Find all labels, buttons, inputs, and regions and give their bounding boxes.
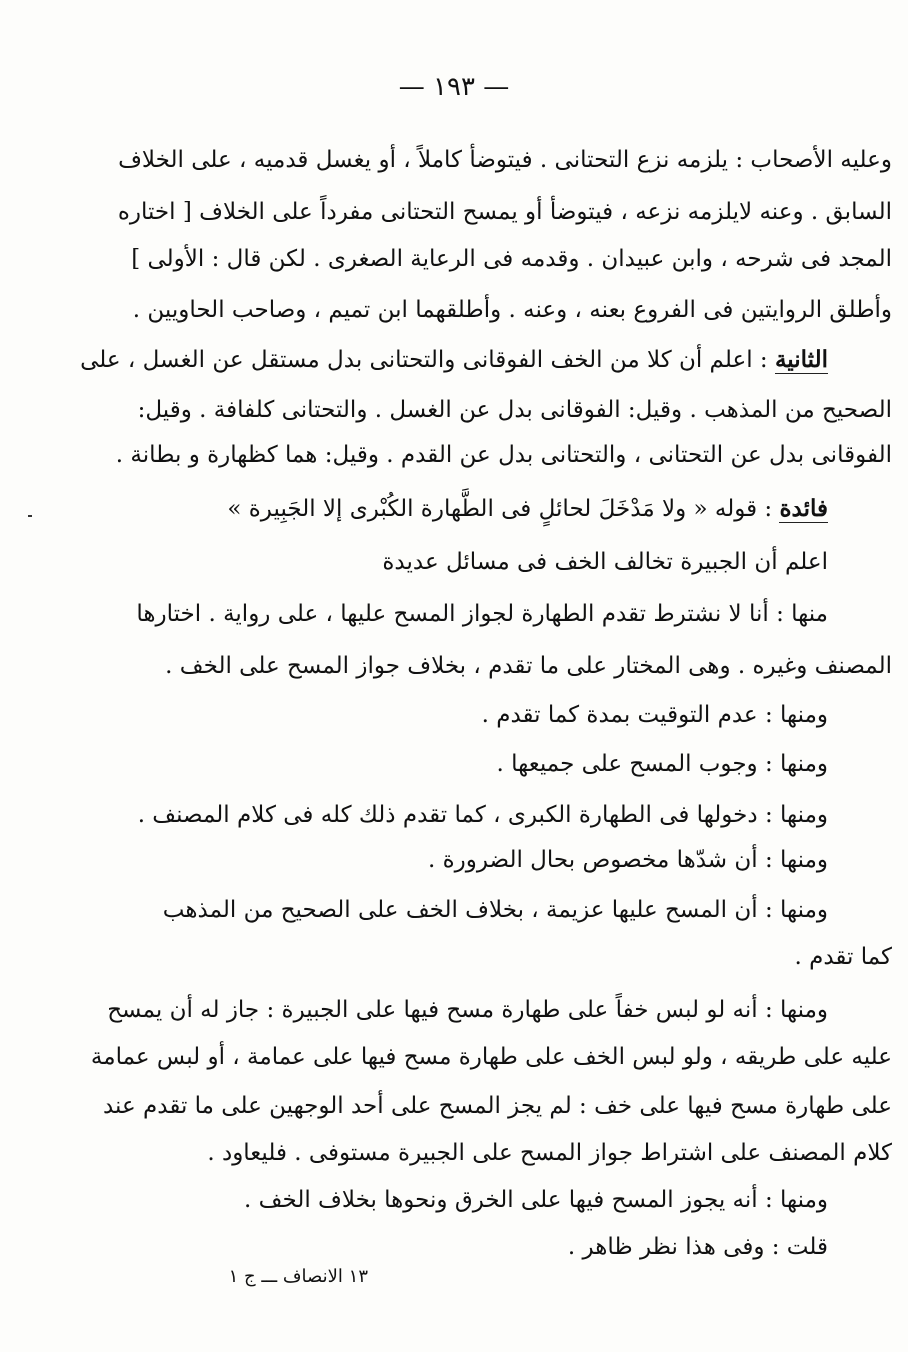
text-line: ومنها : دخولها فى الطهارة الكبرى ، كما تقدم ذلك كله فى كلام المصنف .: [137, 802, 828, 828]
text-line: على طهارة مسح فيها على خف : لم يجز المسح على أحد الوجهين على ما تقدم عند: [102, 1093, 892, 1119]
text-line: المصنف وغيره . وهى المختار على ما تقدم ، بخلاف جواز المسح على الخف .: [165, 653, 892, 679]
text-line: كما تقدم .: [794, 944, 892, 970]
text-line: ومنها : عدم التوقيت بمدة كما تقدم .: [481, 702, 828, 728]
text-line: الفوقانى بدل عن التحتانى ، والتحتانى بدل عن القدم . وقيل: هما كظهارة و بطانة .: [115, 442, 892, 468]
text-line: اعلم أن الجبيرة تخالف الخف فى مسائل عديدة: [382, 549, 828, 575]
text-line: ومنها : أنه يجوز المسح فيها على الخرق ونحوها بخلاف الخف .: [244, 1187, 828, 1213]
text-line: ومنها : وجوب المسح على جميعها .: [496, 751, 828, 777]
text-line: المجد فى شرحه ، وابن عبيدان . وقدمه فى الرعاية الصغرى . لكن قال : الأولى ]: [131, 246, 892, 272]
text-line: وعليه الأصحاب : يلزمه نزع التحتانى . فيتوضأ كاملاً ، أو يغسل قدميه ، على الخلاف: [118, 147, 892, 173]
text-line: وأطلق الروايتين فى الفروع بعنه ، وعنه . وأطلقهما ابن تميم ، وصاحب الحاويين .: [132, 297, 892, 323]
section-label: الثانية: [774, 346, 828, 373]
text-line: السابق . وعنه لايلزمه نزعه ، فيتوضأ أو يمسح التحتانى مفرداً على الخلاف [ اختاره: [117, 199, 892, 225]
text-line: [184, 487, 892, 531]
page-number: — ١٩٣ —: [398, 72, 510, 102]
text-line: كلام المصنف على اشتراط جواز المسح على الجبيرة مستوفى . فليعاود .: [207, 1140, 892, 1166]
text-line: قلت : وفى هذا نظر ظاهر .: [567, 1234, 828, 1260]
text-line: [80, 338, 892, 382]
text-line: ومنها : أن شدّها مخصوص بحال الضرورة .: [427, 847, 828, 873]
text-line: عليه على طريقه ، ولو لبس الخف على طهارة مسح فيها على عمامة ، أو لبس عمامة: [90, 1044, 892, 1070]
fawaid-label: فائدة: [779, 495, 828, 522]
text-line: منها : أنا لا نشترط تقدم الطهارة لجواز المسح عليها ، على رواية . اختارها: [136, 601, 828, 627]
text-segment: : قوله « ولا مَدْخَلَ لحائلٍ فى الطَّهارة الكُبْرى إلا الجَبِيرة »: [227, 496, 780, 522]
text-line: الصحيح من المذهب . وقيل: الفوقانى بدل عن الغسل . والتحتانى كلفافة . وقيل:: [137, 397, 892, 423]
text-segment: : اعلم أن كلا من الخف الفوقانى والتحتانى بدل مستقل عن الغسل ، على: [80, 347, 775, 373]
text-line: ومنها : أن المسح عليها عزيمة ، بخلاف الخف على الصحيح من المذهب: [162, 897, 828, 923]
signature-mark: ١٣ الانصاف ـــ ج ١: [228, 1266, 368, 1287]
margin-mark: [28, 515, 32, 517]
text-line: ومنها : أنه لو لبس خفاً على طهارة مسح فيها على الجبيرة : جاز له أن يمسح: [107, 997, 828, 1023]
